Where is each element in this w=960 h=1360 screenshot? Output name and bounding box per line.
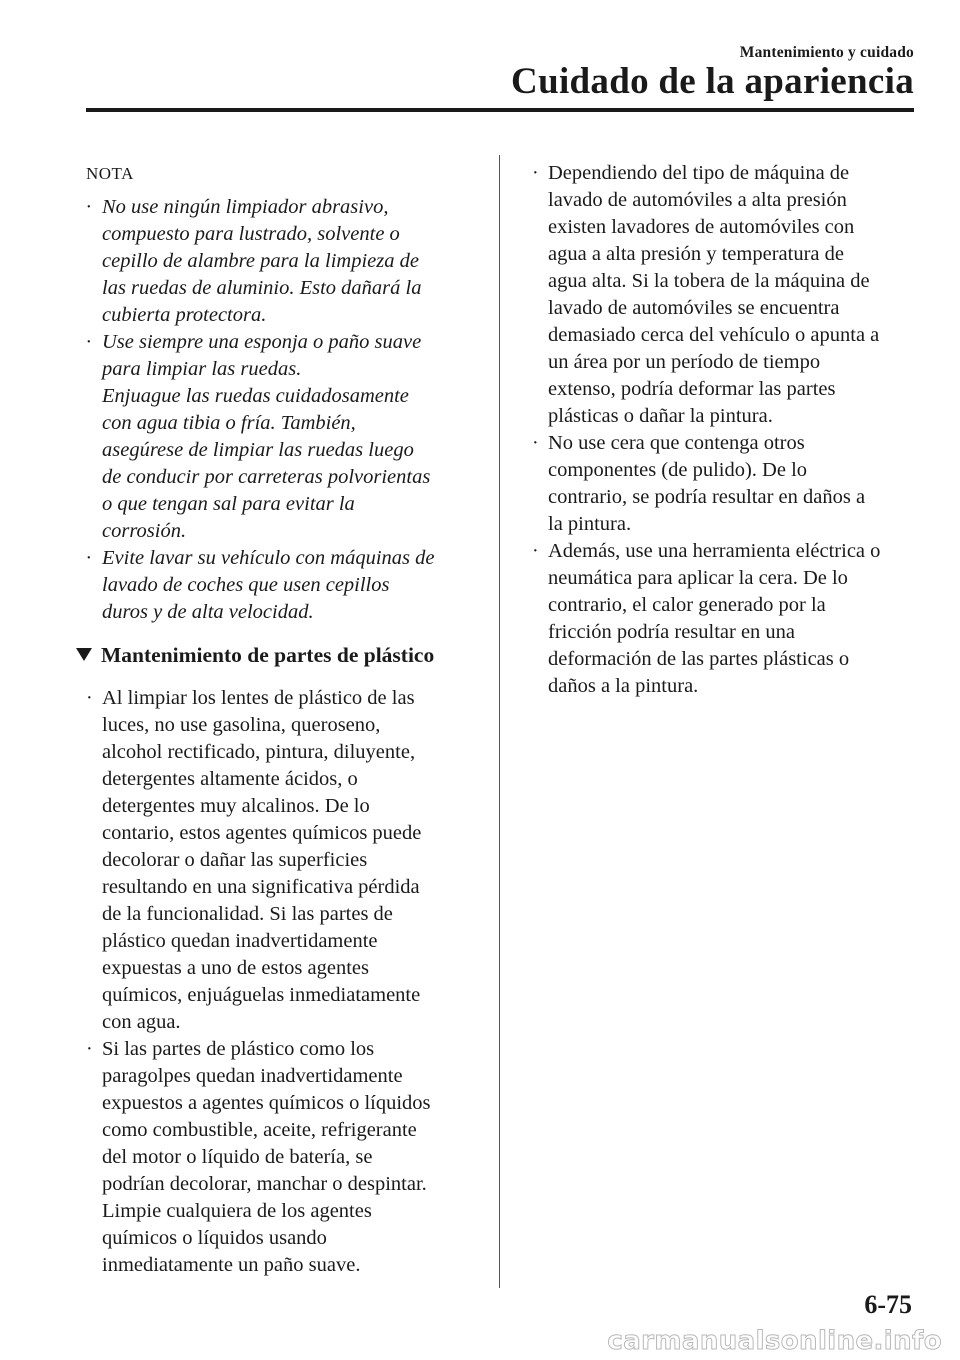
text-line: para limpiar las ruedas. [102, 358, 302, 380]
bullet-icon: · [86, 331, 91, 353]
text-line: expuestos a agentes químicos o líquidos [102, 1092, 431, 1114]
text-line: las ruedas de aluminio. Esto dañará la [102, 277, 422, 299]
text-line: plásticas o dañar la pintura. [548, 405, 773, 427]
text-line: con agua. [102, 1011, 181, 1033]
text-line: como combustible, aceite, refrigerante [102, 1119, 417, 1141]
text-line: lavado de coches que usen cepillos [102, 574, 390, 596]
text-line: de la funcionalidad. Si las partes de [102, 903, 393, 925]
text-line: podrían decolorar, manchar o despintar. [102, 1173, 427, 1195]
bullet-icon: · [532, 540, 539, 562]
section-heading-text: Mantenimiento de partes de plástico [101, 643, 435, 667]
text-line: asegúrese de limpiar las ruedas luego [102, 439, 414, 461]
text-line: Evite lavar su vehículo con máquinas de [102, 547, 435, 569]
text-line: fricción podría resultar en una [548, 621, 796, 643]
text-line: compuesto para lustrado, solvente o [102, 223, 400, 245]
right-column [522, 160, 920, 700]
text-line: lavado de automóviles a alta presión [548, 189, 847, 211]
watermark: carmanualsonline.info [607, 1326, 942, 1356]
text-line: componentes (de pulido). De lo [548, 459, 808, 481]
list-item [76, 1036, 474, 1279]
text-line: agua alta. Si la tobera de la máquina de [548, 270, 870, 292]
text-line: contario, estos agentes químicos puede [102, 822, 422, 844]
bullet-icon: · [86, 1038, 93, 1060]
text-line: alcohol rectificado, pintura, diluyente, [102, 741, 416, 763]
text-line: No use cera que contenga otros [548, 432, 805, 454]
text-line: paragolpes quedan inadvertidamente [102, 1065, 403, 1087]
plastic-care-list-left [76, 685, 474, 1279]
text-line: químicos o líquidos usando [102, 1227, 327, 1249]
text-line: demasiado cerca del vehículo o apunta a [548, 324, 880, 346]
bullet-icon: · [532, 162, 539, 184]
left-column [76, 160, 474, 1279]
header-rule [86, 108, 914, 112]
text-line: Además, use una herramienta eléctrica o [548, 540, 881, 562]
text-line: decolorar o dañar las superficies [102, 849, 368, 871]
note-label: NOTA [86, 164, 134, 183]
text-line: neumática para aplicar la cera. De lo [548, 567, 848, 589]
column-divider [499, 155, 500, 1288]
text-line: Enjuague las ruedas cuidadosamente [102, 385, 409, 407]
text-line: lavado de automóviles se encuentra [548, 297, 840, 319]
text-line: Al limpiar los lentes de plástico de las [102, 687, 415, 709]
text-line: daños a la pintura. [548, 675, 699, 697]
bullet-icon: · [86, 196, 91, 218]
text-line: la pintura. [548, 513, 632, 535]
text-line: resultando en una significativa pérdida [102, 876, 420, 898]
text-line: cepillo de alambre para la limpieza de [102, 250, 419, 272]
text-line: cubierta protectora. [102, 304, 267, 326]
text-line: contrario, el calor generado por la [548, 594, 826, 616]
text-line: existen lavadores de automóviles con [548, 216, 855, 238]
text-line: químicos, enjuáguelas inmediatamente [102, 984, 421, 1006]
plastic-care-list-right [522, 160, 920, 700]
list-item [522, 160, 920, 430]
text-line: de conducir por carreteras polvorientas [102, 466, 431, 488]
text-line: duros y de alta velocidad. [102, 601, 314, 623]
text-line: contrario, se podría resultar en daños a [548, 486, 866, 508]
list-item [522, 430, 920, 538]
text-line: Si las partes de plástico como los [102, 1038, 375, 1060]
bullet-icon: · [532, 432, 539, 454]
text-line: Limpie cualquiera de los agentes [102, 1200, 372, 1222]
text-line: inmediatamente un paño suave. [102, 1254, 361, 1276]
text-line: corrosión. [102, 520, 187, 542]
text-line: expuestas a uno de estos agentes [102, 957, 369, 979]
text-line: del motor o líquido de batería, se [102, 1146, 373, 1168]
text-line: con agua tibia o fría. También, [102, 412, 356, 434]
text-line: un área por un período de tiempo [548, 351, 821, 373]
text-line: plástico quedan inadvertidamente [102, 930, 378, 952]
page-title: Cuidado de la apariencia [511, 61, 914, 102]
page-number: 6-75 [864, 1290, 912, 1319]
list-item [522, 538, 920, 700]
text-line: detergentes muy alcalinos. De lo [102, 795, 370, 817]
text-line: luces, no use gasolina, queroseno, [102, 714, 381, 736]
text-line: No use ningún limpiador abrasivo, [102, 196, 389, 218]
text-line: deformación de las partes plásticas o [548, 648, 850, 670]
text-line: extenso, podría deformar las partes [548, 378, 836, 400]
triangle-down-icon [76, 648, 92, 661]
note-item [76, 545, 474, 626]
text-line: o que tengan sal para evitar la [102, 493, 355, 515]
list-item [76, 685, 474, 1036]
text-line: Use siempre una esponja o paño suave [102, 331, 422, 353]
text-line: agua a alta presión y temperatura de [548, 243, 844, 265]
section-heading [76, 640, 474, 670]
text-line: detergentes altamente ácidos, o [102, 768, 358, 790]
bullet-icon: · [86, 547, 91, 569]
text-line: Dependiendo del tipo de máquina de [548, 162, 850, 184]
note-item [76, 194, 474, 329]
running-header-section: Mantenimiento y cuidado [739, 44, 914, 61]
note-item [76, 329, 474, 545]
bullet-icon: · [86, 687, 93, 709]
note-list [76, 194, 474, 626]
